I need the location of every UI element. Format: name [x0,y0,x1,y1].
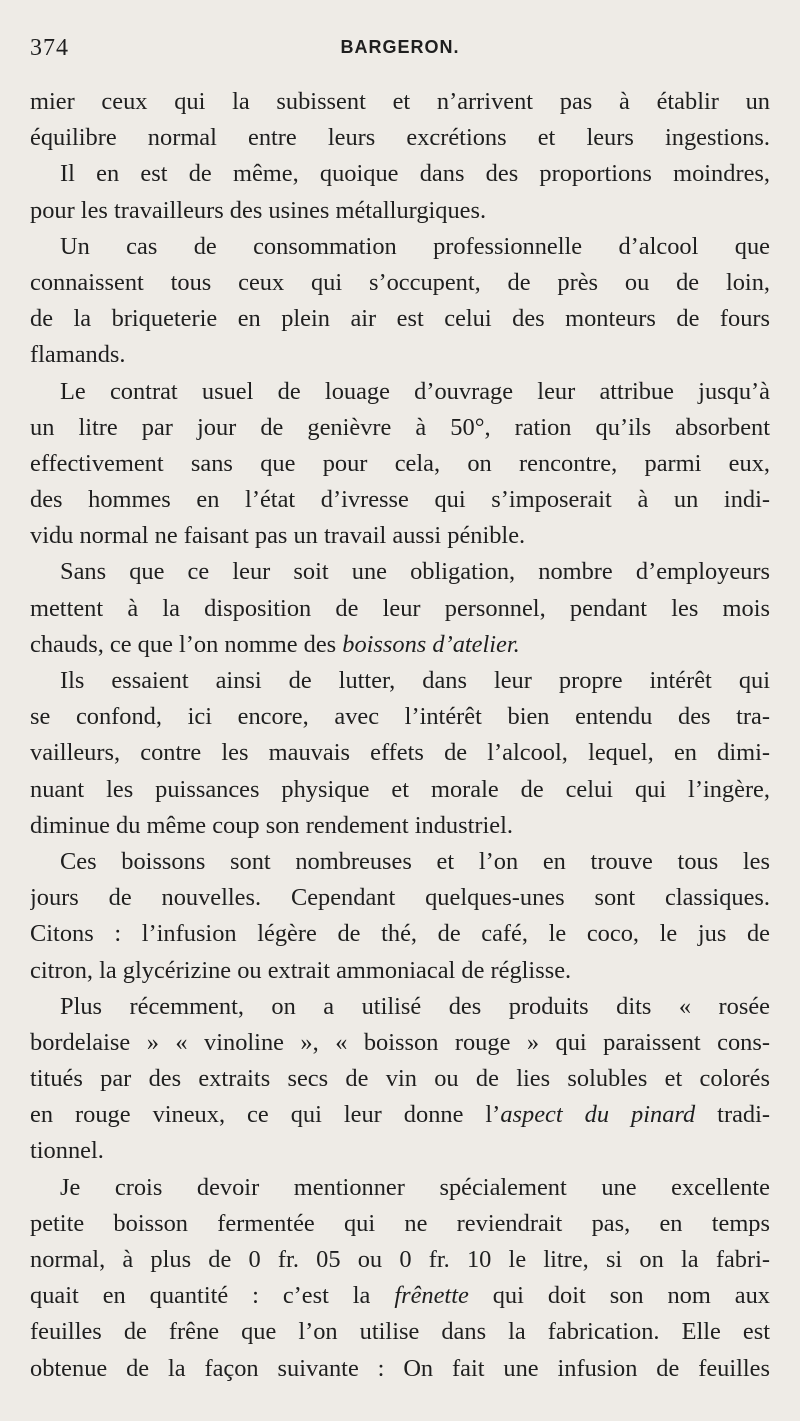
text-line [30,880,770,916]
text-line [30,1025,770,1061]
text-run: Il en est de même, quoique dans des proportions moindres, [60,160,770,188]
text-line [30,518,770,554]
text-line [30,772,770,808]
text-run: flamands. [30,341,126,369]
text-line [30,374,770,410]
text-run: Ces boissons sont nombreuses et l’on en trouve tous les [60,847,770,875]
text-line [30,953,770,989]
text-run: quait en quantité : c’est la [30,1282,395,1310]
text-line [30,410,770,446]
text-run: petite boisson fermentée qui ne reviendrait pas, en temps [30,1209,770,1237]
text-run: obtenue de la façon suivante : On fait une infusion de feuilles [30,1354,770,1382]
text-line [30,1206,770,1242]
text-run: mier ceux qui la subissent et n’arrivent pas à établir un [30,88,770,115]
text-run: pour les travailleurs des usines métallurgiques. [30,196,487,224]
text-run: tionnel. [30,1137,104,1165]
text-line [30,1061,770,1097]
text-line [30,663,770,699]
text-line [30,735,770,771]
text-run: feuilles de frêne que l’on utilise dans la fabrication. Elle est [30,1318,770,1346]
italic-text-run: frênette [394,1282,469,1310]
page-header [30,35,770,67]
text-line [30,265,770,301]
text-run: un litre par jour de genièvre à 50°, ration qu’ils absorbent [30,413,770,441]
page-number: 374 [30,35,69,61]
text-run: Citons : l’infusion légère de thé, de café, le coco, le jus de [30,920,770,948]
text-run: vailleurs, contre les mauvais effets de l’alcool, lequel, en dimi- [30,739,770,767]
text-run: Plus récemment, on a utilisé des produits dits « rosée [60,992,770,1020]
text-run: bordelaise » « vinoline », « boisson rouge » qui paraissent cons- [30,1028,770,1056]
text-line [30,1242,770,1278]
italic-text-run: boissons d’atelier. [342,630,520,658]
text-line [30,120,770,156]
text-run: mettent à la disposition de leur personnel, pendant les mois [30,594,770,622]
text-line [30,808,770,844]
text-run: Un cas de consommation professionnelle d’alcool que [60,232,770,260]
text-run: citron, la glycérizine ou extrait ammoniacal de réglisse. [30,956,572,984]
text-run: Le contrat usuel de louage d’ouvrage leur attribue jusqu’à [60,377,770,405]
text-run: diminue du même coup son rendement industriel. [30,811,513,839]
text-line [30,337,770,373]
text-line [30,591,770,627]
text-line [30,1170,770,1206]
text-line [30,1351,770,1387]
text-run: chauds, ce que l’on nomme des [30,630,343,658]
text-run: qui doit son nom aux [468,1282,770,1310]
text-run: nuant les puissances physique et morale de celui qui l’ingère, [30,775,770,803]
text-line [30,229,770,265]
text-line [30,627,770,663]
text-run: en rouge vineux, ce qui leur donne l’ [30,1101,501,1129]
text-line [30,1278,770,1314]
text-line [30,554,770,590]
text-run: normal, à plus de 0 fr. 05 ou 0 fr. 10 le litre, si on la fabri- [30,1246,770,1273]
text-line [30,193,770,229]
italic-text-run: aspect du pinard [500,1101,696,1129]
text-run: effectivement sans que pour cela, on rencontre, parmi eux, [30,449,770,477]
text-line [30,301,770,337]
text-line [30,1097,770,1133]
text-line [30,482,770,518]
body-text [30,84,770,1387]
text-run: vidu normal ne faisant pas un travail aussi pénible. [30,522,526,550]
text-run: Je crois devoir mentionner spécialement une excellente [60,1173,770,1201]
text-run: équilibre normal entre leurs excrétions et leurs ingestions. [30,124,770,152]
text-line [30,1314,770,1350]
text-run: connaissent tous ceux qui s’occupent, de près ou de loin, [30,268,770,296]
text-run: Sans que ce leur soit une obligation, nombre d’employeurs [60,558,770,586]
text-run: des hommes en l’état d’ivresse qui s’imposerait à un indi- [30,486,770,514]
text-run: de la briqueterie en plein air est celui des monteurs de fours [30,305,770,333]
text-run: Ils essaient ainsi de lutter, dans leur propre intérêt qui [60,667,770,694]
text-line [30,699,770,735]
text-run: se confond, ici encore, avec l’intérêt bien entendu des tra- [30,703,770,731]
text-run: jours de nouvelles. Cependant quelques-unes sont classiques. [30,884,770,912]
text-line [30,844,770,880]
text-line [30,84,770,120]
text-line [30,989,770,1025]
text-line [30,916,770,952]
text-line [30,156,770,192]
running-title: BARGERON. [340,37,460,57]
text-run: tradi- [695,1101,770,1129]
text-line [30,1133,770,1169]
text-line [30,446,770,482]
text-run: titués par des extraits secs de vin ou de lies solubles et colorés [30,1065,770,1093]
